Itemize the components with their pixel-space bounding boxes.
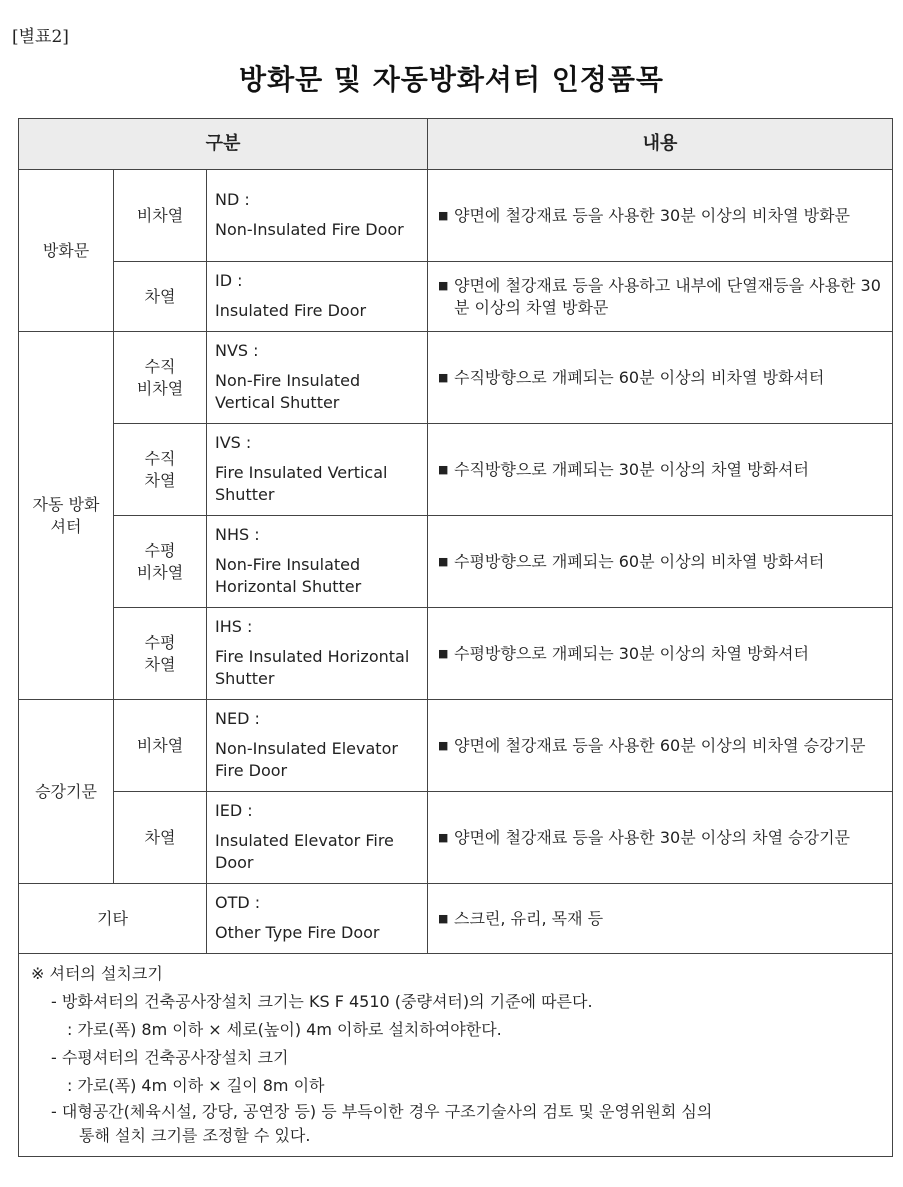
table-row [19, 884, 893, 954]
description-cell [428, 262, 893, 332]
group-label-other: 기타 [19, 884, 207, 954]
product-code: NED : [215, 708, 260, 728]
note-item: - 수평셔터의 건축공사장설치 크기 [51, 1048, 289, 1067]
product-code-cell [207, 700, 428, 792]
sub-category: 차열 [114, 792, 207, 884]
description-cell [428, 516, 893, 608]
table-header-row [19, 119, 893, 170]
description: 수평방향으로 개폐되는 60분 이상의 비차열 방화셔터 [454, 551, 825, 571]
product-code: ND : [215, 189, 250, 209]
sub-category: 수평 비차열 [114, 516, 207, 608]
group-label-elevator: 승강기문 [19, 700, 114, 884]
product-name: Non-Fire Insulated Horizontal Shutter [215, 554, 362, 596]
table-row [19, 700, 893, 792]
table-row [19, 424, 893, 516]
table-row [19, 608, 893, 700]
product-table [18, 118, 893, 1157]
description-cell [428, 170, 893, 262]
product-code-cell [207, 516, 428, 608]
product-code: NVS : [215, 340, 259, 360]
description: 양면에 철강재료 등을 사용한 30분 이상의 차열 승강기문 [454, 827, 851, 847]
product-name: Non-Fire Insulated Vertical Shutter [215, 370, 361, 412]
bullet-icon: ■ [438, 278, 449, 292]
appendix-tag: [별표2] [12, 27, 69, 47]
table-row [19, 262, 893, 332]
product-code-cell [207, 792, 428, 884]
table-row [19, 516, 893, 608]
note-detail: : 가로(폭) 4m 이하 × 길이 8m 이하 [67, 1076, 325, 1095]
note-detail: : 가로(폭) 8m 이하 × 세로(높이) 4m 이하로 설치하여야한다. [67, 1020, 502, 1039]
sub-category: 차열 [114, 262, 207, 332]
table-row [19, 792, 893, 884]
note-heading: ※ 셔터의 설치크기 [31, 964, 163, 983]
product-code-cell [207, 332, 428, 424]
notes-row [19, 954, 893, 1157]
product-name: Insulated Fire Door [215, 300, 367, 320]
description: 양면에 철강재료 등을 사용한 60분 이상의 비차열 승강기문 [454, 735, 866, 755]
bullet-icon: ■ [438, 646, 449, 660]
product-code-cell [207, 262, 428, 332]
product-code: OTD : [215, 892, 261, 912]
description-cell [428, 700, 893, 792]
group-label-door: 방화문 [19, 170, 114, 332]
product-name: Other Type Fire Door [215, 922, 380, 942]
product-code-cell [207, 170, 428, 262]
bullet-icon: ■ [438, 208, 449, 222]
bullet-icon: ■ [438, 830, 449, 844]
product-code-cell [207, 424, 428, 516]
product-name: Fire Insulated Vertical Shutter [215, 462, 388, 504]
sub-category: 수직 비차열 [114, 332, 207, 424]
description-cell [428, 424, 893, 516]
description-cell [428, 332, 893, 424]
table-body [19, 170, 893, 1157]
table-row [19, 332, 893, 424]
sub-category: 비차열 [114, 170, 207, 262]
product-name: Non-Insulated Elevator Fire Door [215, 738, 398, 780]
description: 수평방향으로 개폐되는 30분 이상의 차열 방화셔터 [454, 643, 809, 663]
sub-category: 비차열 [114, 700, 207, 792]
bullet-icon: ■ [438, 554, 449, 568]
product-code: NHS : [215, 524, 260, 544]
table-row [19, 170, 893, 262]
bullet-icon: ■ [438, 370, 449, 384]
note-item-continued: 통해 설치 크기를 조정할 수 있다. [79, 1126, 311, 1145]
note-item: - 대형공간(체육시설, 강당, 공연장 등) 등 부득이한 경우 구조기술사의 검토 및 운영위원회 심의 [51, 1102, 713, 1121]
sub-category: 수평 차열 [114, 608, 207, 700]
bullet-icon: ■ [438, 911, 449, 925]
product-code-cell [207, 608, 428, 700]
product-code: IVS : [215, 432, 252, 452]
group-label-shutter: 자동 방화셔터 [19, 332, 114, 700]
product-code: IED : [215, 800, 253, 820]
notes-cell [19, 954, 893, 1157]
sub-category: 수직 차열 [114, 424, 207, 516]
description: 양면에 철강재료 등을 사용하고 내부에 단열재등을 사용한 30분 이상의 차열 방화문 [454, 275, 881, 317]
product-code: IHS : [215, 616, 253, 636]
product-name: Non-Insulated Fire Door [215, 219, 404, 239]
description: 수직방향으로 개폐되는 60분 이상의 비차열 방화셔터 [454, 367, 825, 387]
page-title: 방화문 및 자동방화셔터 인정품목 [239, 63, 664, 96]
product-code-cell [207, 884, 428, 954]
description-cell [428, 884, 893, 954]
product-name: Fire Insulated Horizontal Shutter [215, 646, 410, 688]
note-item: - 방화셔터의 건축공사장설치 크기는 KS F 4510 (중량셔터)의 기준에 따른다. [51, 992, 593, 1011]
header-content: 내용 [428, 119, 893, 170]
bullet-icon: ■ [438, 738, 449, 752]
description: 양면에 철강재료 등을 사용한 30분 이상의 비차열 방화문 [454, 205, 851, 225]
header-category: 구분 [19, 119, 428, 170]
description-cell [428, 608, 893, 700]
product-name: Insulated Elevator Fire Door [215, 830, 394, 872]
product-code: ID : [215, 270, 243, 290]
description: 스크린, 유리, 목재 등 [454, 908, 604, 928]
bullet-icon: ■ [438, 462, 449, 476]
description: 수직방향으로 개폐되는 30분 이상의 차열 방화셔터 [454, 459, 809, 479]
description-cell [428, 792, 893, 884]
